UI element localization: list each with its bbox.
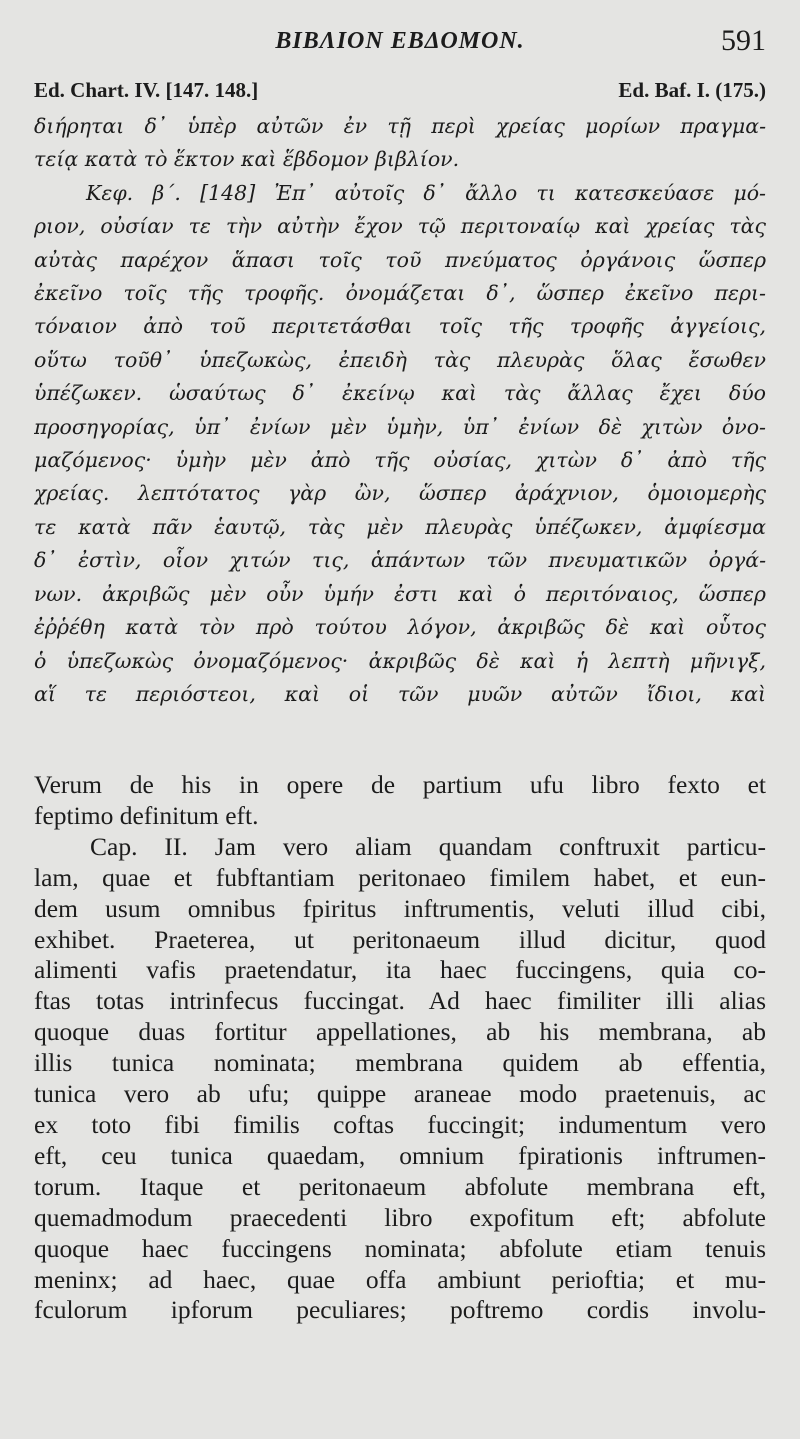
greek-text-block [34, 110, 766, 711]
greek-line: δ᾽ ἐστὶν, οἷον χιτών τις, ἁπάντων τῶν πνευματικῶν ὀργά- [34, 548, 766, 573]
latin-line: ex toto fibi fimilis coftas fuccingit; indumentum vero [34, 1109, 766, 1139]
greek-line: ὁ ὑπεζωκὼς ὀνομαζόμενος· ἀκριβῶς δὲ καὶ ἡ λεπτὴ μῆνιγξ, [34, 648, 766, 673]
latin-line: ftas totas intrinfecus fuccingat. Ad haec fimiliter illi alias [34, 986, 766, 1016]
latin-line: exhibet. Praeterea, ut peritonaeum illud dicitur, quod [34, 924, 766, 954]
latin-text-block [34, 770, 766, 1326]
latin-line: meninx; ad haec, quae offa ambiunt perioftia; et mu- [34, 1264, 766, 1294]
latin-line: eft, ceu tunica quaedam, omnium fpirationis inftrumen- [34, 1140, 766, 1170]
edition-reference-line [34, 78, 766, 106]
greek-line: ὑπέζωκεν. ὡσαύτως δ᾽ ἐκείνῳ καὶ τὰς ἄλλας ἔχει δύο [34, 381, 766, 406]
latin-line: fculorum ipforum peculiares; poftremo cordis involu- [34, 1295, 766, 1325]
greek-line: μαζόμενος· ὑμὴν μὲν ἀπὸ τῆς οὐσίας, χιτὼν δ᾽ ἀπὸ τῆς [34, 448, 766, 473]
greek-line: ἐῤῥέθη κατὰ τὸν πρὸ τούτου λόγον, ἀκριβῶς δὲ καὶ οὗτος [34, 615, 766, 640]
greek-line: τόναιον ἀπὸ τοῦ περιτετάσθαι τοῖς τῆς τροφῆς ἀγγείοις, [34, 314, 766, 339]
latin-line: illis tunica nominata; membrana quidem ab effentia, [34, 1048, 766, 1078]
greek-line: ριον, οὐσίαν τε τὴν αὐτὴν ἔχον τῷ περιτοναίῳ καὶ χρείας τὰς [34, 214, 766, 239]
latin-line: quoque duas fortitur appellationes, ab his membrana, ab [34, 1017, 766, 1047]
greek-line: ἐκεῖνο τοῖς τῆς τροφῆς. ὀνομάζεται δ᾽, ὥσπερ ἐκεῖνο περι- [34, 281, 766, 306]
running-title: BIBΛΙΟΝ ΕΒΔΟΜΟΝ. [275, 28, 525, 54]
greek-line: διήρηται δ᾽ ὑπὲρ αὐτῶν ἐν τῇ περὶ χρείας μορίων πραγμα- [34, 114, 766, 138]
greek-line: Κεφ. β΄. [148] Ἐπ᾽ αὐτοῖς δ᾽ ἄλλο τι κατεσκεύασε μό- [86, 180, 766, 205]
latin-line: Cap. II. Jam vero aliam quandam conftruxit particu- [90, 831, 766, 861]
latin-line: alimenti vafis praetendatur, ita haec fuccingens, quia co- [34, 955, 766, 985]
page-number: 591 [721, 24, 766, 57]
greek-line: τε κατὰ πᾶν ἑαυτῷ, τὰς μὲν πλευρὰς ὑπέζωκεν, ἀμφίεσμα [34, 514, 766, 539]
latin-line: quoque haec fuccingens nominata; abfolute etiam tenuis [34, 1233, 766, 1263]
edition-reference-chartier: Ed. Chart. IV. [147. 148.] [34, 78, 259, 102]
latin-line: quemadmodum praecedenti libro expofitum eft; abfolute [34, 1202, 766, 1232]
latin-line: torum. Itaque et peritonaeum abfolute membrana eft, [34, 1171, 766, 1201]
greek-line: προσηγορίας, ὑπ᾽ ἐνίων μὲν ὑμὴν, ὑπ᾽ ἐνίων δὲ χιτὼν ὀνο- [34, 414, 766, 439]
latin-line: lam, quae et fubftantiam peritonaeo fimilem habet, et eun- [34, 862, 766, 892]
latin-line: dem usum omnibus fpiritus inftrumentis, veluti illud cibi, [34, 893, 766, 923]
greek-line: χρείας. λεπτότατος γὰρ ὢν, ὥσπερ ἀράχνιον, ὁμοιομερὴς [34, 481, 766, 506]
greek-line: αὐτὰς παρέχον ἅπασι τοῖς τοῦ πνεύματος ὀργάνοις ὥσπερ [34, 247, 766, 272]
greek-line: οὕτω τοῦθ᾽ ὑπεζωκὼς, ἐπειδὴ τὰς πλευρὰς ὅλας ἔσωθεν [34, 347, 766, 372]
latin-line: Verum de his in opere de partium ufu libro fexto et [34, 770, 766, 799]
latin-line: tunica vero ab ufu; quippe araneae modo praetenuis, ac [34, 1079, 766, 1109]
greek-line: νων. ἀκριβῶς μὲν οὖν ὑμήν ἐστι καὶ ὁ περιτόναιος, ὥσπερ [34, 581, 766, 606]
latin-line: feptimo definitum eft. [34, 800, 259, 830]
edition-reference-basel: Ed. Baf. I. (175.) [618, 78, 766, 102]
greek-line: αἵ τε περιόστεοι, καὶ οἱ τῶν μυῶν αὐτῶν ἴδιοι, καὶ [34, 681, 766, 706]
greek-line: τείᾳ κατὰ τὸ ἕκτον καὶ ἕβδομον βιβλίον. [34, 147, 460, 172]
